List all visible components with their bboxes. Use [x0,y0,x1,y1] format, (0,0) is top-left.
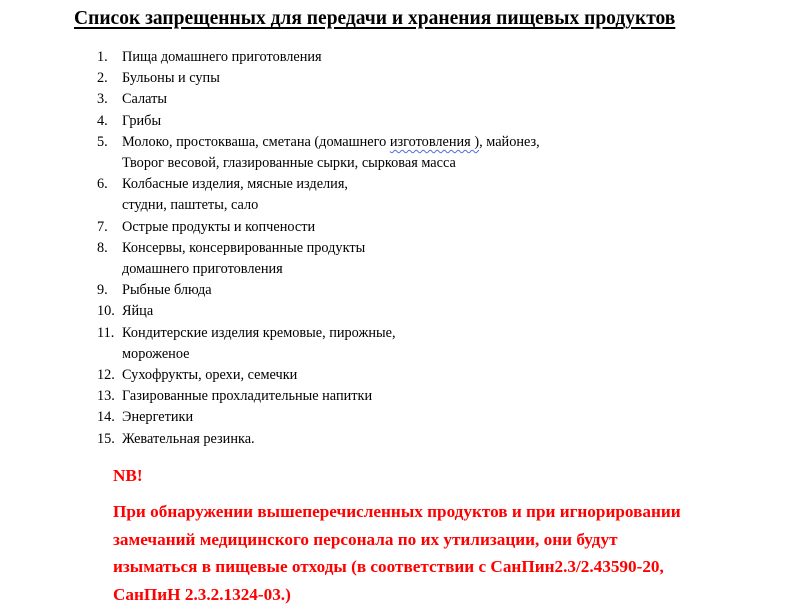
list-item-text: Газированные прохладительные напитки [122,386,540,407]
list-item-text: мороженое [122,344,540,365]
nb-label: NB! [113,464,753,488]
list-item-text: Консервы, консервированные продукты [122,238,540,259]
list-item-text: Салаты [122,89,540,110]
list-item-number: 4. [97,111,108,132]
list-item-number: 14. [97,407,115,428]
list-item [0,47,540,68]
list-item [0,174,540,216]
list-item-number: 1. [97,47,108,68]
list-item-number: 10. [97,301,115,322]
warning-text-line: При обнаружении вышеперечисленных продуктов и при игнорировании [113,498,753,526]
list-item [0,280,540,301]
list-item-number: 12. [97,365,115,386]
list-item-text: Кондитерские изделия кремовые, пирожные, [122,323,540,344]
list-item-text: студни, паштеты, сало [122,195,540,216]
list-item-number: 15. [97,429,115,450]
list-item-text: домашнего приготовления [122,259,540,280]
warning-text-line: СанПиН 2.3.2.1324-03.) [113,581,753,608]
warning-text [113,498,753,608]
warning-note [113,464,753,608]
warning-text-line: изыматься в пищевые отходы (в соответствии с СанПин2.3/2.43590-20, [113,553,753,581]
list-item [0,238,540,280]
list-item-text: Колбасные изделия, мясные изделия, [122,174,540,195]
list-item-number: 7. [97,217,108,238]
list-item-text: Сухофрукты, орехи, семечки [122,365,540,386]
list-item [0,217,540,238]
document-title: Список запрещенных для передачи и хранения пищевых продуктов [74,6,675,32]
list-item-text-with-spellcheck: Молоко, простокваша, сметана (домашнего изготовления ), майонез, [122,132,540,153]
list-item-number: 2. [97,68,108,89]
list-item-number: 11. [97,323,114,344]
list-item [0,132,540,174]
list-item [0,68,540,89]
warning-text-line: замечаний медицинского персонала по их утилизации, они будут [113,526,753,554]
list-item-text: Бульоны и супы [122,68,540,89]
list-item-text: Энергетики [122,407,540,428]
list-item-text: Пища домашнего приготовления [122,47,540,68]
list-item [0,407,540,428]
list-item-text: Яйца [122,301,540,322]
list-item [0,323,540,365]
list-item-number: 6. [97,174,108,195]
list-item-text: Творог весовой, глазированные сырки, сырковая масса [122,153,540,174]
list-item [0,89,540,110]
list-item [0,365,540,386]
list-item-text: Рыбные блюда [122,280,540,301]
list-item [0,429,540,450]
list-item [0,301,540,322]
spellcheck-underline: изготовления ) [390,134,479,150]
list-item [0,111,540,132]
list-item-text: Жевательная резинка. [122,429,540,450]
list-item-number: 3. [97,89,108,110]
list-item-number: 13. [97,386,115,407]
prohibited-products-list [0,47,540,450]
list-item-number: 8. [97,238,108,259]
list-item-text: Грибы [122,111,540,132]
list-item-number: 5. [97,132,108,153]
list-item [0,386,540,407]
list-item-text: Острые продукты и копчености [122,217,540,238]
list-item-number: 9. [97,280,108,301]
